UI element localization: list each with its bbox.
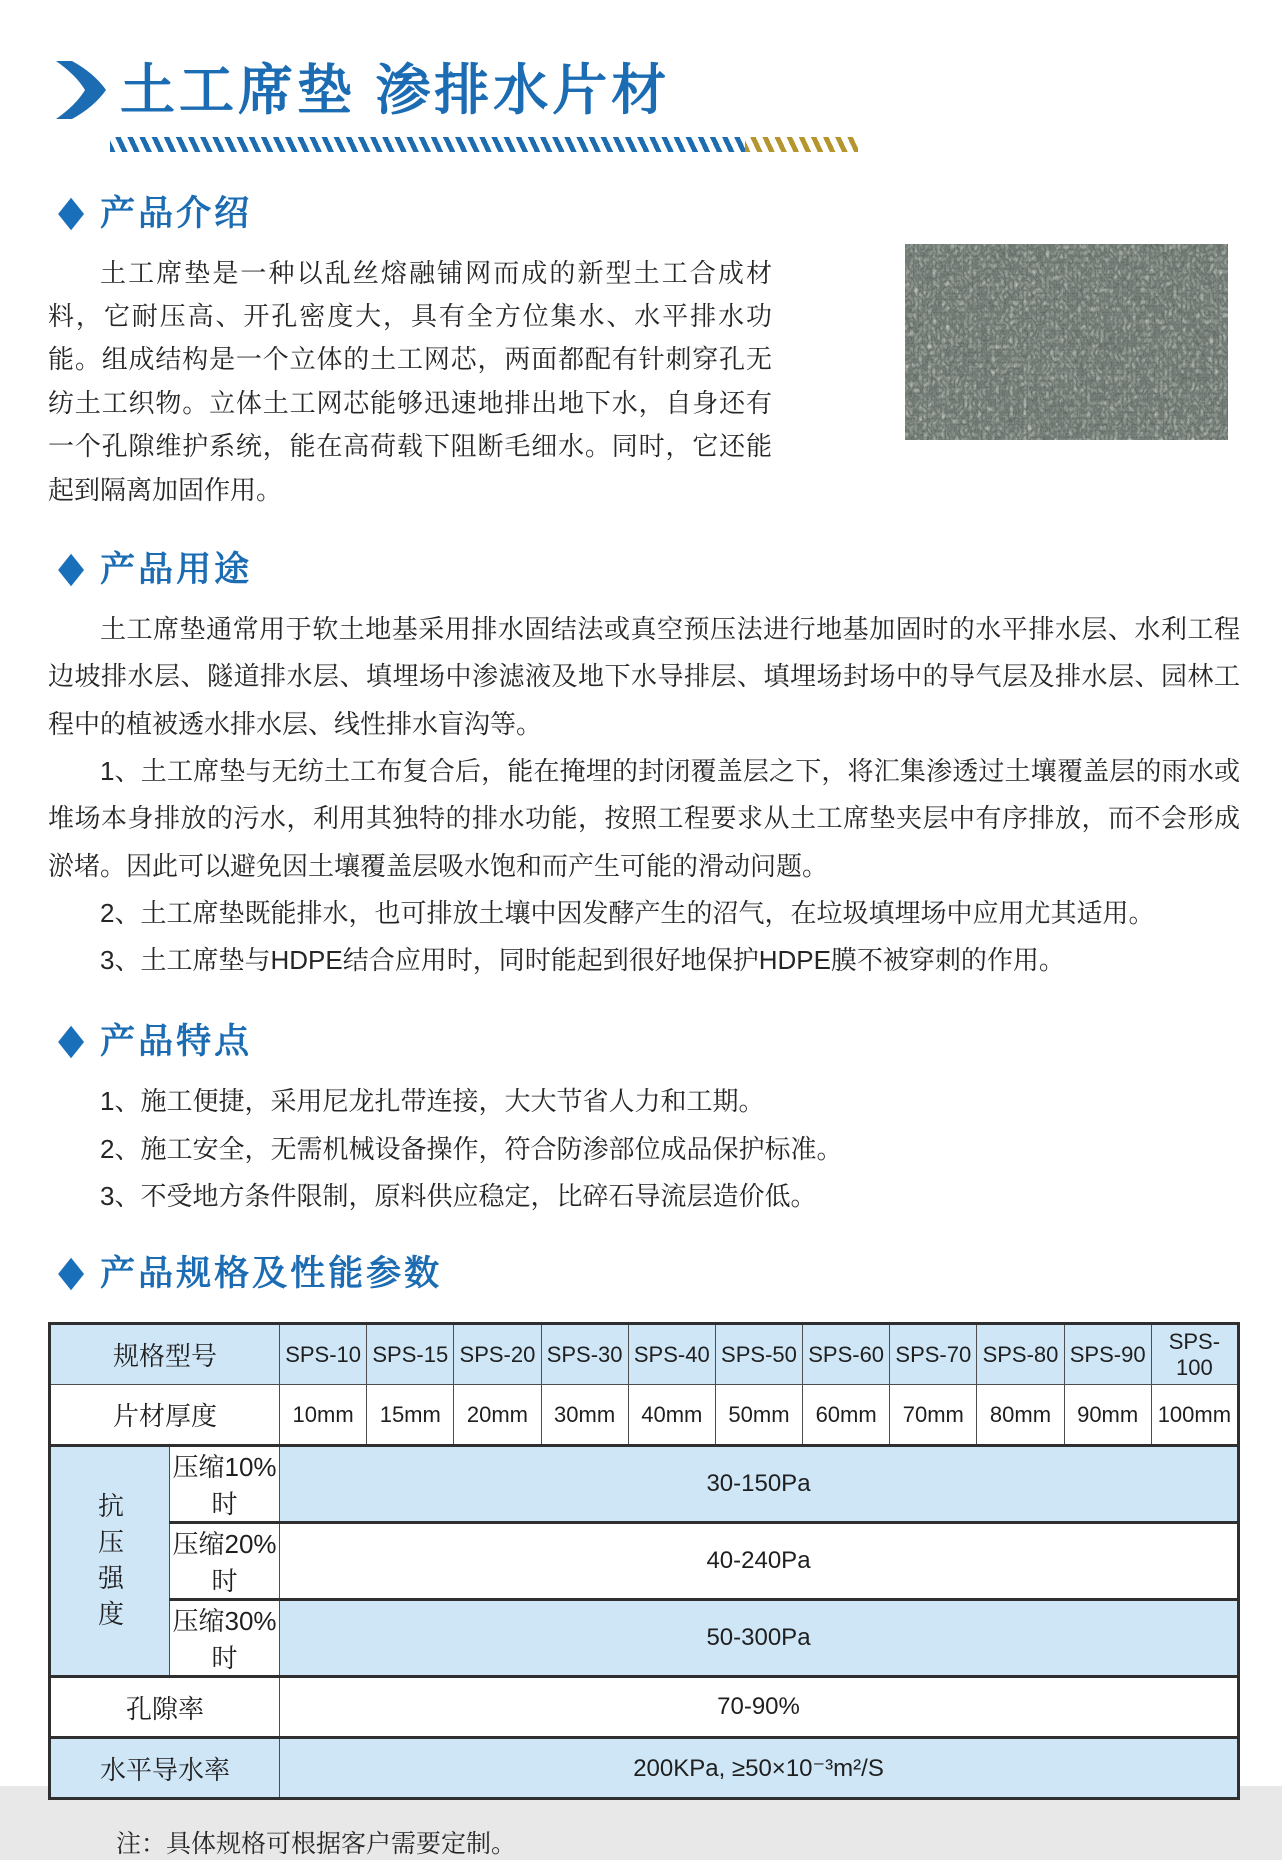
diamond-icon: ◆ bbox=[58, 1247, 85, 1296]
feature-item: 2、施工安全，无需机械设备操作，符合防渗部位成品保护标准。 bbox=[100, 1133, 843, 1164]
model-cell: SPS-80 bbox=[977, 1324, 1064, 1385]
intro-paragraph: 土工席垫是一种以乱丝熔融铺网而成的新型土工合成材料，它耐压高、开孔密度大，具有全方位集水、水平排水功能。组成结构是一个立体的土工网芯，两面都配有针刺穿孔无纺土工织物。立体土工网芯能够迅速地排出地下水，自身还有一个孔隙维护系统，能在高荷载下阻断毛细水。同时，它还能起到隔离加固作用。 bbox=[48, 257, 772, 505]
table-row-conductivity bbox=[50, 1738, 1239, 1799]
model-cell: SPS-60 bbox=[803, 1324, 890, 1385]
model-cell: SPS-10 bbox=[280, 1324, 367, 1385]
model-cell: SPS-100 bbox=[1151, 1324, 1238, 1385]
diamond-icon: ◆ bbox=[58, 186, 85, 235]
stripe-blue-segment bbox=[110, 137, 745, 152]
usage-paragraph: 3、土工席垫与HDPE结合应用时，同时能起到很好地保护HDPE膜不被穿刺的作用。 bbox=[100, 945, 1065, 976]
spec-table bbox=[48, 1322, 1240, 1800]
table-row-models bbox=[50, 1324, 1239, 1385]
compressive-value: 30-150Pa bbox=[280, 1446, 1239, 1523]
product-photo bbox=[905, 244, 1228, 440]
compressive-label: 压缩30%时 bbox=[170, 1600, 280, 1677]
model-cell: SPS-90 bbox=[1064, 1324, 1151, 1385]
page-header bbox=[48, 60, 1240, 152]
section-heading-usage: 产品用途 bbox=[100, 549, 253, 589]
usage-paragraph: 1、土工席垫与无纺土工布复合后，能在掩埋的封闭覆盖层之下，将汇集渗透过土壤覆盖层的雨水或堆场本身排放的污水，利用其独特的排水功能，按照工程要求从土工席垫夹层中有序排放，而不会形成淤堵。因此可以避免因土壤覆盖层吸水饱和而产生可能的滑动问题。 bbox=[48, 755, 1240, 881]
model-cell: SPS-70 bbox=[890, 1324, 977, 1385]
model-cell: SPS-20 bbox=[454, 1324, 541, 1385]
thickness-cell: 20mm bbox=[454, 1385, 541, 1446]
row-label-porosity: 孔隙率 bbox=[50, 1677, 280, 1738]
compressive-value: 40-240Pa bbox=[280, 1523, 1239, 1600]
thickness-cell: 30mm bbox=[541, 1385, 628, 1446]
model-cell: SPS-30 bbox=[541, 1324, 628, 1385]
porosity-value: 70-90% bbox=[280, 1677, 1239, 1738]
thickness-cell: 80mm bbox=[977, 1385, 1064, 1446]
usage-paragraph: 2、土工席垫既能排水，也可排放土壤中因发酵产生的沼气，在垃圾填埋场中应用尤其适用。 bbox=[100, 897, 1155, 928]
title-arrow-icon bbox=[56, 61, 106, 119]
feature-item: 1、施工便捷，采用尼龙扎带连接，大大节省人力和工期。 bbox=[100, 1086, 765, 1117]
thickness-cell: 40mm bbox=[628, 1385, 715, 1446]
thickness-cell: 90mm bbox=[1064, 1385, 1151, 1446]
model-cell: SPS-40 bbox=[628, 1324, 715, 1385]
usage-paragraph: 土工席垫通常用于软土地基采用排水固结法或真空预压法进行地基加固时的水平排水层、水利工程边坡排水层、隧道排水层、填埋场中渗滤液及地下水导排层、填埋场封场中的导气层及排水层、园林工程中的植被透水排水层、线性排水盲沟等。 bbox=[48, 613, 1240, 739]
thickness-cell: 100mm bbox=[1151, 1385, 1238, 1446]
diamond-icon: ◆ bbox=[58, 1015, 85, 1064]
table-row-thickness bbox=[50, 1385, 1239, 1446]
thickness-cell: 50mm bbox=[715, 1385, 802, 1446]
feature-item: 3、不受地方条件限制，原料供应稳定，比碎石导流层造价低。 bbox=[100, 1181, 817, 1212]
row-label-model: 规格型号 bbox=[50, 1324, 280, 1385]
section-product-usage bbox=[48, 542, 1240, 985]
conductivity-value: 200KPa, ≥50×10⁻³m²/S bbox=[280, 1738, 1239, 1799]
thickness-cell: 10mm bbox=[280, 1385, 367, 1446]
stripe-gold-segment bbox=[745, 137, 858, 152]
group-label-compressive-strength: 抗压强度 bbox=[50, 1446, 170, 1677]
page-title: 土工席垫 渗排水片材 bbox=[120, 59, 671, 121]
decorative-stripe-divider bbox=[110, 137, 858, 152]
thickness-cell: 60mm bbox=[803, 1385, 890, 1446]
table-row-compressive-10 bbox=[50, 1446, 1239, 1523]
table-row-compressive-30 bbox=[50, 1600, 1239, 1677]
thickness-cell: 15mm bbox=[367, 1385, 454, 1446]
table-row-compressive-20 bbox=[50, 1523, 1239, 1600]
section-heading-specs: 产品规格及性能参数 bbox=[100, 1254, 443, 1294]
compressive-value: 50-300Pa bbox=[280, 1600, 1239, 1677]
row-label-thickness: 片材厚度 bbox=[50, 1385, 280, 1446]
table-row-porosity bbox=[50, 1677, 1239, 1738]
row-label-conductivity: 水平导水率 bbox=[50, 1738, 280, 1799]
model-cell: SPS-50 bbox=[715, 1324, 802, 1385]
section-product-specs bbox=[48, 1246, 1240, 1800]
compressive-label: 压缩10%时 bbox=[170, 1446, 280, 1523]
model-cell: SPS-15 bbox=[367, 1324, 454, 1385]
section-product-features bbox=[48, 1014, 1240, 1220]
section-heading-features: 产品特点 bbox=[100, 1022, 253, 1062]
section-heading-intro: 产品介绍 bbox=[100, 193, 253, 233]
compressive-label: 压缩20%时 bbox=[170, 1523, 280, 1600]
diamond-icon: ◆ bbox=[58, 543, 85, 591]
section-product-intro bbox=[48, 186, 1240, 512]
custom-spec-note: 注：具体规格可根据客户需要定制。 bbox=[116, 1830, 517, 1859]
thickness-cell: 70mm bbox=[890, 1385, 977, 1446]
